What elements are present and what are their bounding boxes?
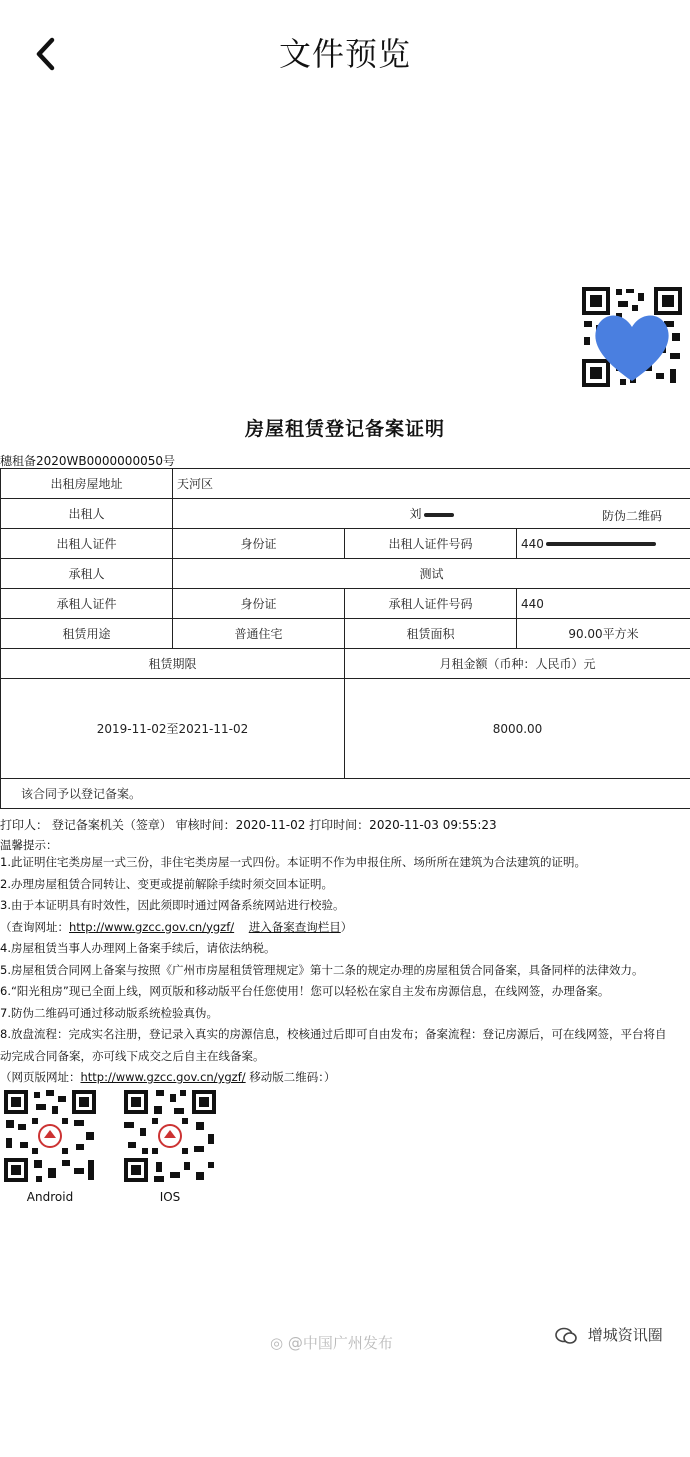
wechat-icon bbox=[555, 1327, 577, 1345]
certificate-table bbox=[0, 468, 690, 809]
redaction-mark bbox=[546, 542, 656, 546]
table-cell-value: 测试 bbox=[173, 559, 690, 589]
table-cell-value bbox=[173, 499, 690, 529]
ios-qr bbox=[122, 1088, 218, 1204]
print-info: 打印人： 登记备案机关（签章） 审核时间：2020-11-02 打印时间：2020-11-03 09:55:23 bbox=[0, 818, 497, 832]
table-cell-label: 承租人证件 bbox=[1, 589, 173, 619]
table-cell-value: 天河区 bbox=[173, 469, 690, 499]
document-preview[interactable] bbox=[0, 110, 690, 1457]
weibo-icon: ◎ bbox=[270, 1334, 284, 1352]
table-row bbox=[1, 589, 690, 619]
table-cell-label: 租赁面积 bbox=[345, 619, 517, 649]
top-bar bbox=[0, 0, 690, 110]
tip-line bbox=[0, 1067, 690, 1089]
table-cell-value: 440 bbox=[517, 589, 690, 619]
lease-period-value: 2019-11-02至2021-11-02 bbox=[1, 679, 345, 779]
table-cell-value: 普通住宅 bbox=[173, 619, 345, 649]
qr-code-icon bbox=[122, 1088, 218, 1184]
qr-code-icon bbox=[2, 1088, 98, 1184]
android-label: Android bbox=[26, 1190, 74, 1204]
tip-line: 7.防伪二维码可通过移动版系统检验真伪。 bbox=[0, 1005, 218, 1020]
table-row bbox=[1, 779, 690, 809]
page-title: 文件预览 bbox=[278, 35, 411, 73]
table-cell-value: 身份证 bbox=[173, 529, 345, 559]
lessor-name: 刘 bbox=[409, 507, 422, 521]
table-cell-label: 出租人证件 bbox=[1, 529, 173, 559]
brand-mark bbox=[555, 1324, 663, 1345]
reference-number: 穗租备2020WB0000000050号 bbox=[0, 454, 175, 468]
table-cell-value: 身份证 bbox=[173, 589, 345, 619]
table-cell-value: 90.00平方米 bbox=[517, 619, 690, 649]
tip-text: 移动版二维码：） bbox=[245, 1070, 336, 1084]
qr-code-icon bbox=[580, 285, 684, 389]
tip-text: （网页版网址： bbox=[0, 1070, 81, 1084]
tip-line: 8.放盘流程：完成实名注册，登记录入真实的房源信息，校核通过后即可自由发布；备案流程：登记房源后，可在线网签，平台将自 bbox=[0, 1027, 667, 1041]
monthly-rent-value: 8000.00 bbox=[345, 679, 690, 779]
tip-line: 3.由于本证明具有时效性，因此须即时通过网备系统网站进行校验。 bbox=[0, 898, 345, 912]
table-row bbox=[1, 499, 690, 529]
table-cell-value bbox=[517, 529, 690, 559]
tip-line bbox=[0, 917, 690, 939]
table-cell-label: 出租人证件号码 bbox=[345, 529, 517, 559]
tip-text: ） bbox=[340, 919, 353, 934]
tip-line: 4.房屋租赁当事人办理网上备案手续后，请依法纳税。 bbox=[0, 941, 276, 955]
table-row bbox=[1, 529, 690, 559]
lessor-id-number: 440 bbox=[521, 536, 544, 551]
table-cell-label: 租赁期限 bbox=[1, 649, 345, 679]
watermark-text: @中国广州发布 bbox=[287, 1334, 393, 1352]
brand-text: 增城资讯圈 bbox=[587, 1326, 663, 1344]
tip-line: 动完成合同备案，亦可线下成交之后自主在线备案。 bbox=[0, 1048, 265, 1063]
table-cell-label: 出租人 bbox=[1, 499, 173, 529]
weibo-watermark bbox=[270, 1332, 393, 1353]
tip-line: 6.“阳光租房”现已全面上线，网页版和移动版平台任您使用！您可以轻松在家自主发布房源信息，在线网签，办理备案。 bbox=[0, 984, 610, 998]
table-cell-label: 租赁用途 bbox=[1, 619, 173, 649]
filing-query-link[interactable]: 进入备案查询栏目 bbox=[248, 919, 341, 934]
table-cell-label: 月租金额（币种：人民币）元 bbox=[345, 649, 690, 679]
anti-counterfeit-qr bbox=[580, 285, 684, 523]
tip-text: （查询网址： bbox=[0, 919, 69, 934]
table-row bbox=[1, 469, 690, 499]
tip-line: 5.房屋租赁合同网上备案与按照《广州市房屋租赁管理规定》第十二条的规定办理的房屋租赁合同备案，具备同样的法律效力。 bbox=[0, 962, 644, 977]
table-row bbox=[1, 559, 690, 589]
table-row bbox=[1, 619, 690, 649]
query-url-link[interactable]: http://www.gzcc.gov.cn/ygzf/ bbox=[69, 919, 235, 934]
table-cell-label: 承租人证件号码 bbox=[345, 589, 517, 619]
table-cell-label: 出租房屋地址 bbox=[1, 469, 173, 499]
table-row bbox=[1, 649, 690, 679]
qr-top-label: 防伪二维码 bbox=[601, 509, 662, 523]
document-title: 房屋租赁登记备案证明 bbox=[244, 418, 445, 440]
tips-section bbox=[0, 838, 690, 1089]
android-qr bbox=[2, 1088, 98, 1204]
web-url-link[interactable]: http://www.gzcc.gov.cn/ygzf/ bbox=[80, 1070, 246, 1084]
redaction-mark bbox=[424, 513, 454, 517]
tip-line: 1.此证明住宅类房屋一式三份，非住宅类房屋一式四份。本证明不作为申报住所、场所所在建筑为合法建筑的证明。 bbox=[0, 855, 586, 869]
table-cell-label: 承租人 bbox=[1, 559, 173, 589]
ios-label: IOS bbox=[159, 1190, 181, 1204]
table-row bbox=[1, 679, 690, 779]
filing-note: 该合同予以登记备案。 bbox=[1, 779, 690, 809]
tip-line: 2.办理房屋租赁合同转让、变更或提前解除手续时须交回本证明。 bbox=[0, 876, 333, 891]
tips-heading: 温馨提示： bbox=[0, 838, 58, 852]
